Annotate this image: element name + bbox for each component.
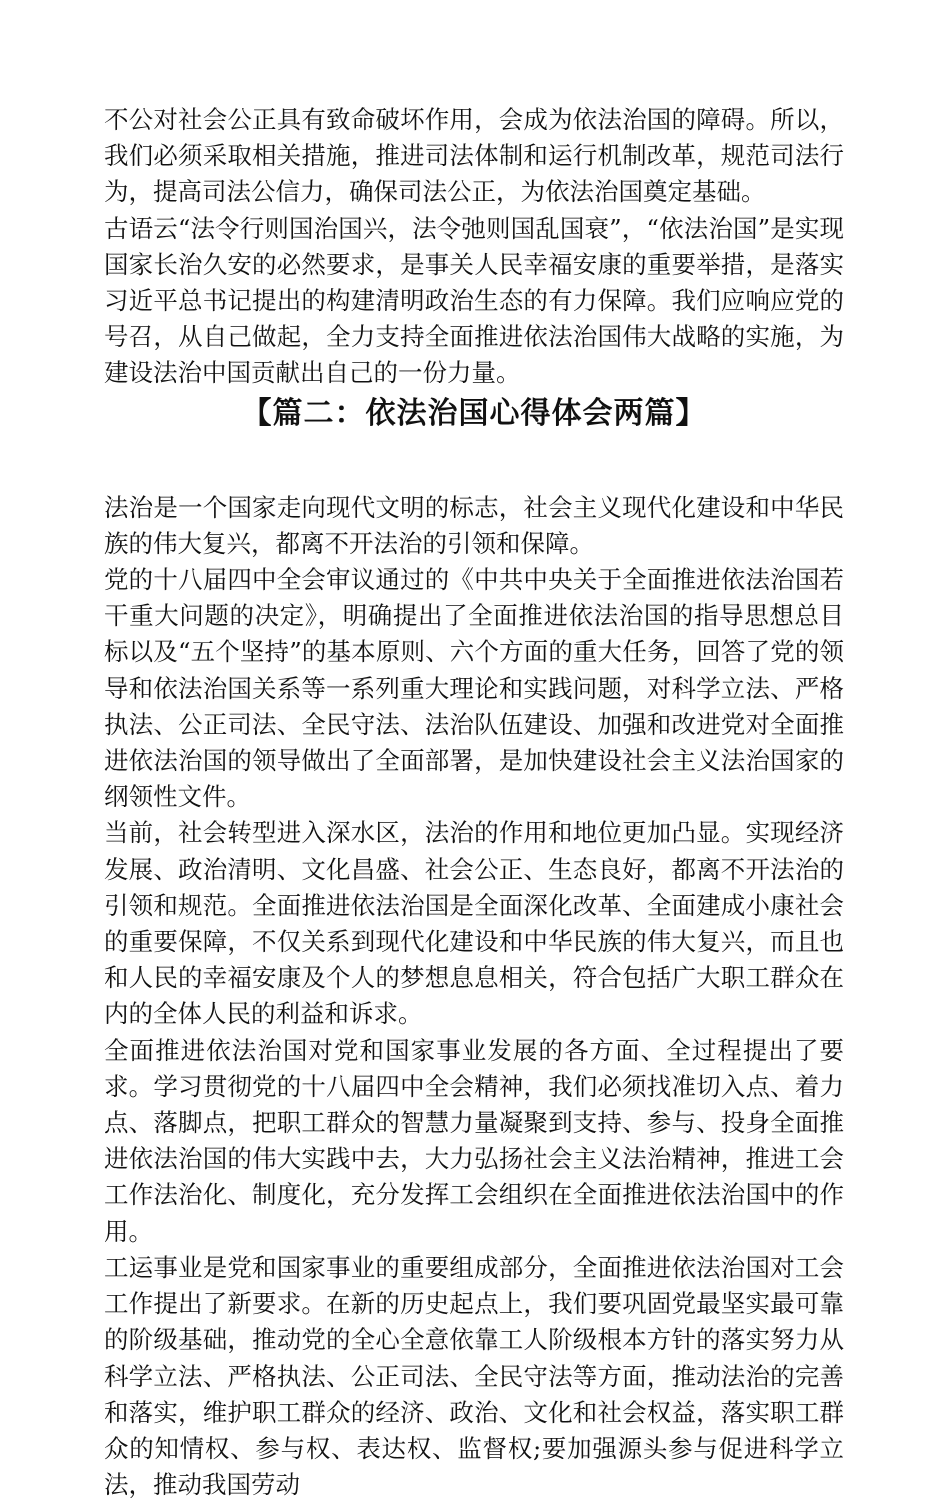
body-paragraph-5: 工运事业是党和国家事业的重要组成部分，全面推进依法治国对工会工作提出了新要求。在新的历史起点上，我们要巩固党最坚实最可靠的阶级基础，推动党的全心全意依靠工人阶级根本方针的落实努力从科学立法、严格执法、公正司法、全民守法等方面，推动法治的完善和落实，维护职工群众的经济、政治、文化和社会权益，落实职工群众的知情权、参与权、表达权、监督权;要加强源头参与促进科学立法，推动我国劳动 — [104, 1252, 844, 1500]
section-heading: 【篇二：依法治国心得体会两篇】 — [241, 395, 707, 431]
document-page — [104, 102, 844, 1503]
body-paragraph-3: 当前，社会转型进入深水区，法治的作用和地位更加凸显。实现经济发展、政治清明、文化昌盛、社会公正、生态良好，都离不开法治的引领和规范。全面推进依法治国是全面深化改革、全面建成小康社会的重要保障，不仅关系到现代化建设和中华民族的伟大复兴，而且也和人民的幸福安康及个人的梦想息息相关，符合包括广大职工群众在内的全体人民的利益和诉求。 — [104, 818, 844, 1029]
body-paragraph-2: 党的十八届四中全会审议通过的《中共中央关于全面推进依法治国若干重大问题的决定》，明确提出了全面推进依法治国的指导思想总目标以及“五个坚持”的基本原则、六个方面的重大任务，回答了党的领导和依法治国关系等一系列重大理论和实践问题，对科学立法、严格执法、公正司法、全民守法、法治队伍建设、加强和改进党对全面推进依法治国的领导做出了全面部署，是加快建设社会主义法治国家的纲领性文件。 — [104, 565, 844, 812]
body-paragraph-1: 法治是一个国家走向现代文明的标志，社会主义现代化建设和中华民族的伟大复兴，都离不开法治的引领和保障。 — [104, 492, 844, 558]
intro-paragraph-2: 古语云“法令行则国治国兴，法令弛则国乱国衰”，“依法治国”是实现国家长治久安的必然要求，是事关人民幸福安康的重要举措，是落实习近平总书记提出的构建清明政治生态的有力保障。我们应响应党的号召，从自己做起，全力支持全面推进依法治国伟大战略的实施，为建设法治中国贡献出自己的一份力量。 — [104, 213, 844, 388]
intro-paragraph-1: 不公对社会公正具有致命破坏作用，会成为依法治国的障碍。所以，我们必须采取相关措施，推进司法体制和运行机制改革，规范司法行为，提高司法公信力，确保司法公正，为依法治国奠定基础。 — [104, 105, 844, 207]
body-paragraph-4: 全面推进依法治国对党和国家事业发展的各方面、全过程提出了要求。学习贯彻党的十八届四中全会精神，我们必须找准切入点、着力点、落脚点，把职工群众的智慧力量凝聚到支持、参与、投身全面推进依法治国的伟大实践中去，大力弘扬社会主义法治精神，推进工会工作法治化、制度化，充分发挥工会组织在全面推进依法治国中的作用。 — [104, 1035, 844, 1246]
